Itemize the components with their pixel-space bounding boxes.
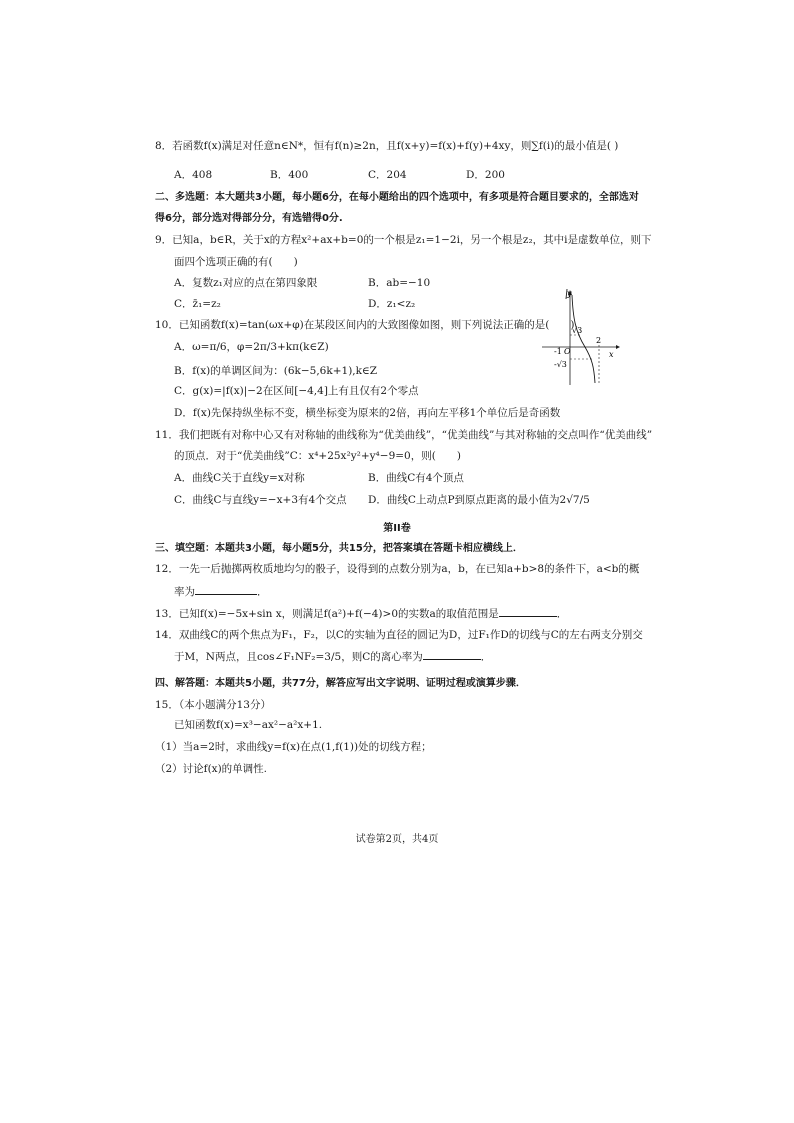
q13-stem [155, 606, 567, 621]
q12-stem-line2 [174, 584, 268, 599]
q14-stem-line2 [174, 649, 491, 664]
q11-option-a: A．曲线C关于直线y=x对称 [174, 472, 305, 484]
q9-stem-line1: 9．已知a，b∈R，关于x的方程x²+ax+b=0的一个根是z₁=1−2i，另一个根是z₂，其中i是虚数单位，则下 [155, 234, 652, 246]
q8-option-a: A．408 [174, 169, 213, 181]
q9-stem-line2: 面四个选项正确的有( ) [174, 256, 298, 268]
q9-option-d: D．z₁<z₂ [368, 298, 416, 310]
q10-option-c: C．g(x)=|f(x)|−2在区间[−4,4]上有且仅有2个零点 [174, 385, 419, 397]
q8-stem-text: 8．若函数f(x)满足对任意n∈N*，恒有f(n)≥2n，且f(x+y)=f(x)+f(y)+4xy，则∑f(i)的最小值是( ) [155, 140, 619, 152]
q13-prefix: 13．已知f(x)=−5x+sin x，则满足f(a²)+f(−4)>0的实数a的取值范围是 [155, 608, 499, 620]
q14-stem-line1: 14．双曲线C的两个焦点为F₁，F₂，以C的实轴为直径的圆记为D，过F₁作D的切线与C的左右两支分别交 [155, 629, 643, 641]
q10-option-b: B．f(x)的单调区间为：(6k−5,6k+1),k∈Z [174, 365, 378, 377]
q10-option-a: A．ω=π/6，φ=2π/3+kπ(k∈Z) [174, 341, 329, 353]
q8-stem [155, 139, 618, 153]
section4-header: 四、解答题：本题共5小题，共77分，解答应写出文字说明、证明过程或演算步骤． [155, 678, 526, 689]
graph-label-origin: O [564, 347, 571, 356]
q11-option-d: D．曲线C上动点P到原点距离的最小值为2√7/5 [368, 494, 590, 506]
graph-tan-curve [572, 295, 595, 383]
graph-x-arrow [616, 345, 620, 349]
q8-option-d: D．200 [466, 169, 505, 181]
q9-option-c: C．z̄₁=z₂ [174, 298, 221, 310]
q14-line2-suffix: ． [480, 651, 492, 663]
q8-option-b: B．400 [270, 169, 309, 181]
q10-option-d: D．f(x)先保持纵坐标不变，横坐标变为原来的2倍，再向左平移1个单位后是奇函数 [174, 407, 561, 419]
graph-label-x: x [609, 350, 614, 359]
page-footer: 试卷第2页，共4页 [355, 834, 439, 845]
q11-stem-line1: 11．我们把既有对称中心又有对称轴的曲线称为“优美曲线”，“优美曲线”与其对称轴的交点叫作“优美曲线” [155, 429, 653, 441]
q10-stem: 10．已知函数f(x)=tan(ωx+φ)在某段区间内的大致图像如图，则下列说法正确的是( ) [155, 319, 575, 331]
section3-header: 三、填空题：本题共3小题，每小题5分，共15分，把答案填在答题卡相应横线上． [155, 543, 523, 554]
q9-option-a: A．复数z₁对应的点在第四象限 [174, 277, 318, 289]
graph-label-y: y [567, 289, 572, 298]
section2-header-line2: 得6分，部分选对得部分分，有选错得0分. [155, 213, 343, 224]
part2-title: 第II卷 [383, 523, 411, 534]
q14-line2-prefix: 于M，N两点，且cos∠F₁NF₂=3/5，则C的离心率为 [174, 651, 423, 663]
q12-answer-blank[interactable] [195, 584, 257, 595]
graph-label-neg1: -1 [554, 347, 562, 356]
q15-part2: （2）讨论f(x)的单调性. [155, 763, 268, 775]
graph-label-sqrt3: √3 [572, 326, 583, 335]
q13-suffix: ． [556, 608, 568, 620]
q15-given: 已知函数f(x)=x³−ax²−a²x+1. [174, 719, 323, 731]
graph-label-neg-sqrt3: -√3 [554, 360, 567, 369]
q11-option-b: B．曲线C有4个顶点 [368, 472, 464, 484]
q11-option-c: C．曲线C与直线y=−x+3有4个交点 [174, 494, 347, 506]
q13-answer-blank[interactable] [499, 606, 557, 617]
q12-line2-suffix: ． [257, 586, 268, 598]
q10-tangent-graph [540, 287, 620, 387]
q9-option-b: B．ab=−10 [368, 277, 431, 289]
q15-title: 15．（本小题满分13分） [155, 699, 271, 711]
section2-header-line1: 二、多选题：本大题共3小题，每小题6分，在每小题给出的四个选项中，有多项是符合题目要求的，全部选对 [155, 192, 639, 203]
q12-line2-prefix: 率为 [174, 586, 195, 598]
graph-label-2: 2 [596, 336, 602, 345]
q15-part1: （1）当a=2时，求曲线y=f(x)在点(1,f(1))处的切线方程； [155, 741, 432, 753]
q8-option-c: C．204 [368, 169, 407, 181]
q14-answer-blank[interactable] [423, 649, 481, 660]
q11-stem-line2: 的顶点．对于“优美曲线”C：x⁴+25x²y²+y⁴−9=0，则( ) [174, 450, 461, 462]
q12-stem-line1: 12．一先一后抛掷两枚质地均匀的骰子，设得到的点数分别为a，b，在已知a+b>8的条件下，a<b的概 [155, 563, 640, 575]
